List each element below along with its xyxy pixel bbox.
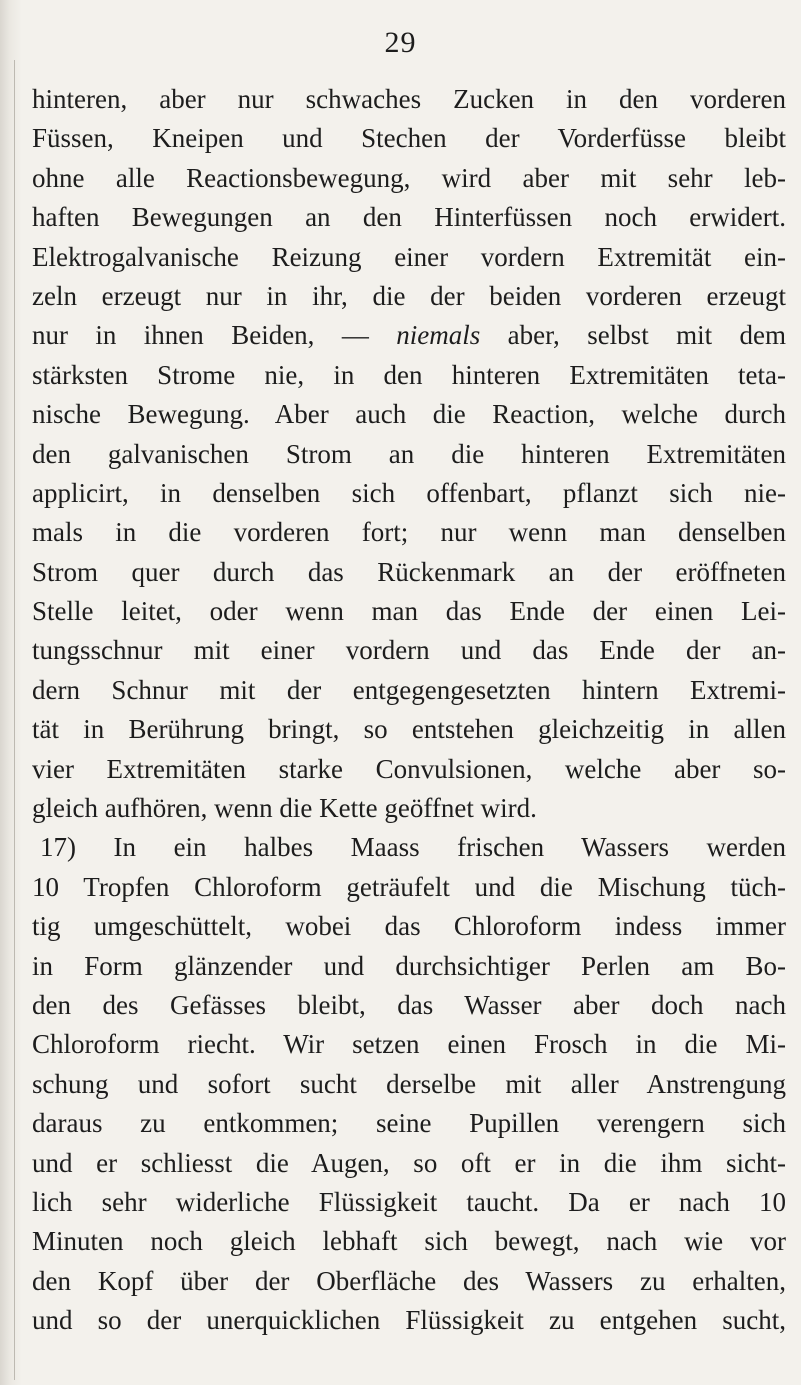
text-line: Füssen, Kneipen und Stechen der Vorderfüsse bleibt <box>32 123 786 154</box>
text-line: applicirt, in denselben sich offenbart, pflanzt sich nie- <box>32 477 786 508</box>
text-line: zeln erzeugt nur in ihr, die der beiden vorderen erzeugt <box>32 280 786 311</box>
text-segment: nur in ihnen Beiden, — <box>32 320 397 351</box>
text-line: den galvanischen Strom an die hinteren Extremitäten <box>32 438 786 469</box>
text-line: vier Extremitäten starke Convulsionen, welche aber so- <box>32 753 786 784</box>
text-line: Elektrogalvanische Reizung einer vordern Extremität ein- <box>32 241 786 272</box>
text-line: dern Schnur mit der entgegengesetzten hintern Extremi- <box>32 674 786 705</box>
text-line: nische Bewegung. Aber auch die Reaction, welche durch <box>32 399 786 430</box>
text-line: lich sehr widerliche Flüssigkeit taucht. Da er nach 10 <box>32 1186 786 1217</box>
text-line: Stelle leitet, oder wenn man das Ende der einen Lei- <box>32 596 786 627</box>
text-line: 17) In ein halbes Maass frischen Wassers werden <box>40 832 786 863</box>
text-line: Minuten noch gleich lebhaft sich bewegt, nach wie vor <box>32 1226 786 1257</box>
text-line: mals in die vorderen fort; nur wenn man denselben <box>32 517 786 548</box>
text-line: 10 Tropfen Chloroform geträufelt und die Mischung tüch- <box>32 871 786 902</box>
emphasized-word: niemals <box>396 320 481 351</box>
text-line: ohne alle Reactionsbewegung, wird aber mit sehr leb- <box>32 162 786 193</box>
binding-edge <box>14 60 15 1380</box>
text-line: schung und sofort sucht derselbe mit aller Anstrengung <box>32 1068 786 1099</box>
text-line: Chloroform riecht. Wir setzen einen Frosch in die Mi- <box>32 1029 786 1060</box>
text-line: Strom quer durch das Rückenmark an der eröffneten <box>32 556 786 587</box>
text-line: tig umgeschüttelt, wobei das Chloroform indess immer <box>32 911 786 942</box>
text-line: den des Gefässes bleibt, das Wasser aber doch nach <box>32 989 786 1020</box>
text-line <box>32 316 786 355</box>
text-line: haften Bewegungen an den Hinterfüssen noch erwidert. <box>32 202 786 233</box>
text-line: und so der unerquicklichen Flüssigkeit zu entgehen sucht, <box>32 1305 786 1336</box>
text-line: tungsschnur mit einer vordern und das Ende der an- <box>32 635 786 666</box>
text-line: in Form glänzender und durchsichtiger Perlen am Bo- <box>32 950 786 981</box>
text-line: und er schliesst die Augen, so oft er in die ihm sicht- <box>32 1147 786 1178</box>
text-line: hinteren, aber nur schwaches Zucken in den vorderen <box>32 84 786 114</box>
text-line: tät in Berührung bringt, so entstehen gleichzeitig in allen <box>32 714 786 745</box>
page-gutter <box>0 0 22 1385</box>
text-line: gleich aufhören, wenn die Kette geöffnet wird. <box>32 793 537 824</box>
text-line: den Kopf über der Oberfläche des Wassers zu erhalten, <box>32 1265 786 1296</box>
text-segment: aber, selbst mit dem <box>480 320 786 351</box>
page-number: 29 <box>384 26 417 59</box>
body-text <box>32 80 786 1341</box>
text-line: daraus zu entkommen; seine Pupillen verengern sich <box>32 1108 786 1139</box>
text-line: stärksten Strome nie, in den hinteren Extremitäten teta- <box>32 359 786 390</box>
